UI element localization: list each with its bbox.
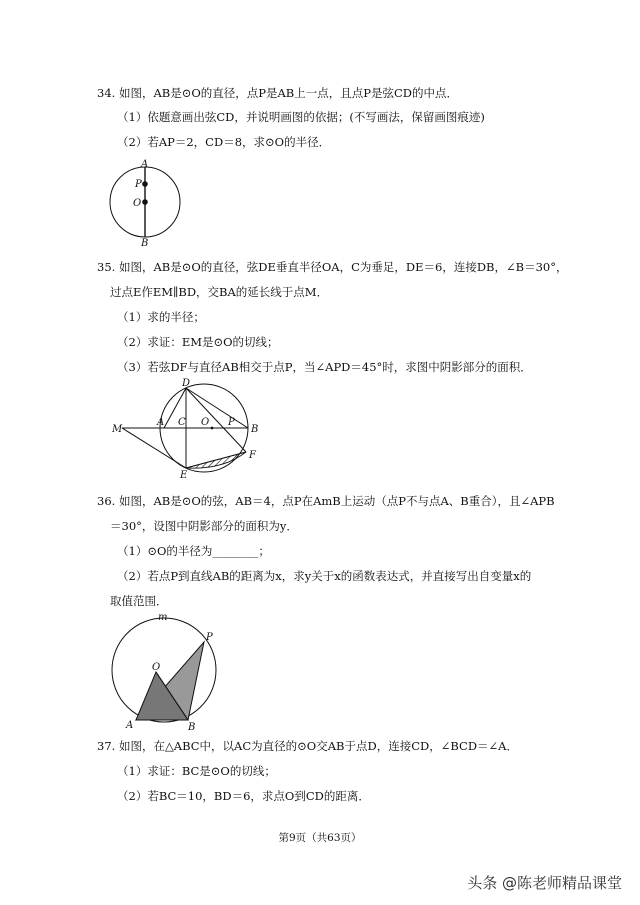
q34-label-o: O [133, 198, 142, 209]
q34-part2: （2）若AP＝2，CD＝8，求⊙O的半径． [117, 135, 331, 149]
q35-figure [108, 380, 278, 480]
q35-label-e: E [180, 470, 188, 481]
q35-part1: （1）求的半径； [117, 310, 205, 324]
q35-label-o: O [201, 417, 210, 428]
q35-label-c: C [178, 417, 186, 428]
q35-label-a: A [157, 417, 165, 428]
q36-label-o: O [152, 662, 161, 673]
q35-title: 35. 如图，AB是⊙O的直径，弦DE垂直半径OA，C为垂足，DE＝6，连接DB，∠B＝30°， [97, 260, 568, 274]
q35-label-b: B [251, 424, 259, 435]
watermark: 头条 @陈老师精品课堂 [467, 874, 622, 892]
q35-part3: （3）若弦DF与直径AB相交于点P，当∠APD＝45°时，求图中阴影部分的面积． [117, 360, 532, 374]
q36-continued: ＝30°，设图中阴影部分的面积为y． [110, 519, 298, 533]
q34-figure [105, 158, 195, 250]
q36-label-p: P [206, 632, 213, 643]
q34-label-a: A [141, 159, 149, 170]
q35-part2: （2）求证：EM是⊙O的切线； [117, 335, 279, 349]
q36-label-b: B [188, 722, 196, 733]
q35-label-p: P [228, 417, 235, 428]
q37-title: 37. 如图，在△ABC中，以AC为直径的⊙O交AB于点D，连接CD，∠BCD＝∠A． [97, 739, 518, 753]
q34-label-b: B [141, 238, 149, 249]
page-footer: 第9页（共63页） [278, 832, 362, 844]
q35-continued: 过点E作EM∥BD，交BA的延长线于点M． [110, 285, 329, 299]
q34-label-p: P [135, 179, 142, 190]
q35-label-f: F [249, 450, 256, 461]
q36-part1: （1）⊙O的半径为________； [117, 544, 270, 558]
q36-part2-continued: 取值范围． [110, 594, 168, 608]
q36-label-a: A [126, 720, 134, 731]
q34-title: 34. 如图，AB是⊙O的直径，点P是AB上一点，且点P是弦CD的中点． [97, 86, 459, 100]
q37-part2: （2）若BC＝10，BD＝6，求点O到CD的距离． [117, 789, 370, 803]
q36-part2: （2）若点P到直线AB的距离为x，求y关于x的函数表达式，并直接写出自变量x的 [117, 569, 532, 583]
q36-label-m: m [158, 612, 168, 623]
q35-label-m: M [112, 424, 123, 435]
q35-label-d: D [182, 378, 191, 389]
q36-title: 36. 如图，AB是⊙O的弦，AB＝4，点P在AmB上运动（点P不与点A、B重合），且∠APB [97, 494, 555, 508]
q37-part1: （1）求证：BC是⊙O的切线； [117, 764, 276, 778]
q36-figure [108, 612, 243, 737]
q34-part1: （1）依题意画出弦CD，并说明画图的依据；(不写画法，保留画图痕迹) [117, 110, 485, 124]
